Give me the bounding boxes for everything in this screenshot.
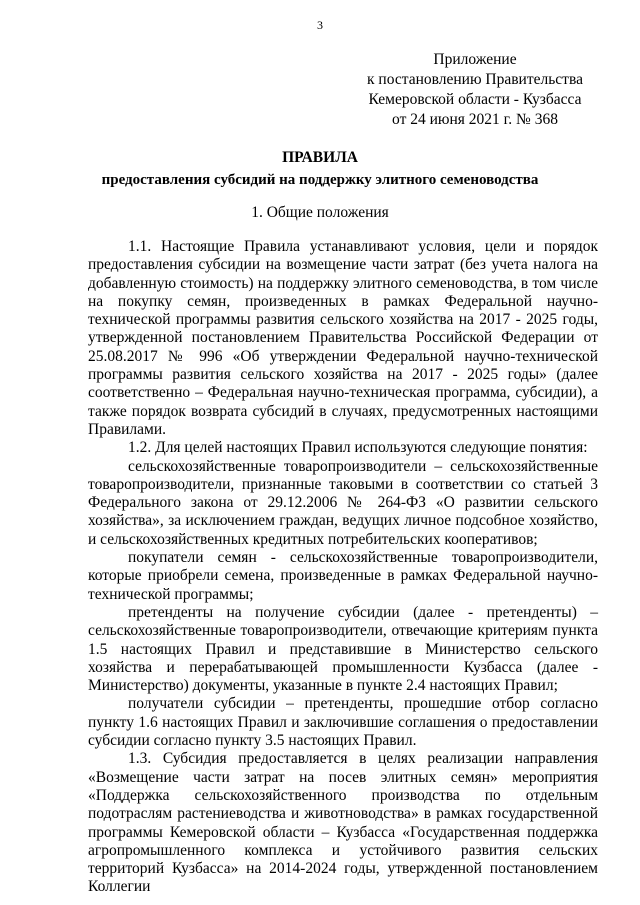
appendix-line: к постановлению Правительства: [367, 71, 583, 88]
paragraph: получатели субсидии – претенденты, прошедшие отбор согласно пункту 1.6 настоящих Правил и заключившие соглашения о предоставлении субсидии согласно пункту 3.5 настоящих Правил.: [88, 695, 598, 750]
paragraph: 1.1. Настоящие Правила устанавливают условия, цели и порядок предоставления субсидии на возмещение части затрат (без учета налога на добавленную стоимость) на поддержку элитного семеноводства, в том числе на покупку семян, произведенных в рамках Федеральной научно-технической программы развития сельского хозяйства на 2017 - 2025 годы, утвержденной постановлением Правительства Российской Федерации от 25.08.2017 № 996 «Об утверждении Федеральной научно-технической программы развития сельского хозяйства на 2017 - 2025 годы» (далее соответственно – Федеральная научно-техническая программа, субсидии), а также порядок возврата субсидий в случаях, предусмотренных настоящими Правилами.: [88, 238, 598, 438]
document-title: ПРАВИЛА: [282, 149, 358, 166]
document-body: [88, 238, 598, 897]
appendix-line: Кемеровской области - Кузбасса: [368, 91, 582, 108]
appendix-line: Приложение: [433, 51, 517, 68]
section-heading: 1. Общие положения: [251, 204, 389, 221]
appendix-block: [360, 50, 590, 130]
document-subtitle: предоставления субсидий на поддержку элитного семеноводства: [101, 172, 539, 188]
paragraph: сельскохозяйственные товаропроизводители – сельскохозяйственные товаропроизводители, признанные таковыми в соответствии со статьей 3 Федерального закона от 29.12.2006 № 264-ФЗ «О развитии сельского хозяйства», за исключением граждан, ведущих личное подсобное хозяйство, и сельскохозяйственных кредитных потребительских кооперативов;: [88, 457, 598, 548]
paragraph: 1.2. Для целей настоящих Правил используются следующие понятия:: [128, 439, 588, 457]
page-number: 3: [317, 18, 323, 32]
paragraph: покупатели семян - сельскохозяйственные товаропроизводители, которые приобрели семена, произведенные в рамках Федеральной научно-технической программы;: [88, 549, 598, 603]
paragraph: 1.3. Субсидия предоставляется в целях реализации направления «Возмещение части затрат на посев элитных семян» мероприятия «Поддержка сельскохозяйственного производства по отдельным подотраслям растениеводства и животноводства» в рамках государственной программы Кемеровской области – Кузбасса «Государственная поддержка агропромышленного комплекса и устойчивого развития сельских территорий Кузбасса» на 2014-2024 годы, утвержденной постановлением Коллегии: [88, 750, 598, 896]
paragraph: претенденты на получение субсидии (далее - претенденты) – сельскохозяйственные товаропроизводители, отвечающие критериям пункта 1.5 настоящих Правил и представившие в Министерство сельского хозяйства и перерабатывающей промышленности Кузбасса (далее - Министерство) документы, указанные в пункте 2.4 настоящих Правил;: [88, 603, 598, 695]
appendix-line: от 24 июня 2021 г. № 368: [392, 111, 558, 128]
